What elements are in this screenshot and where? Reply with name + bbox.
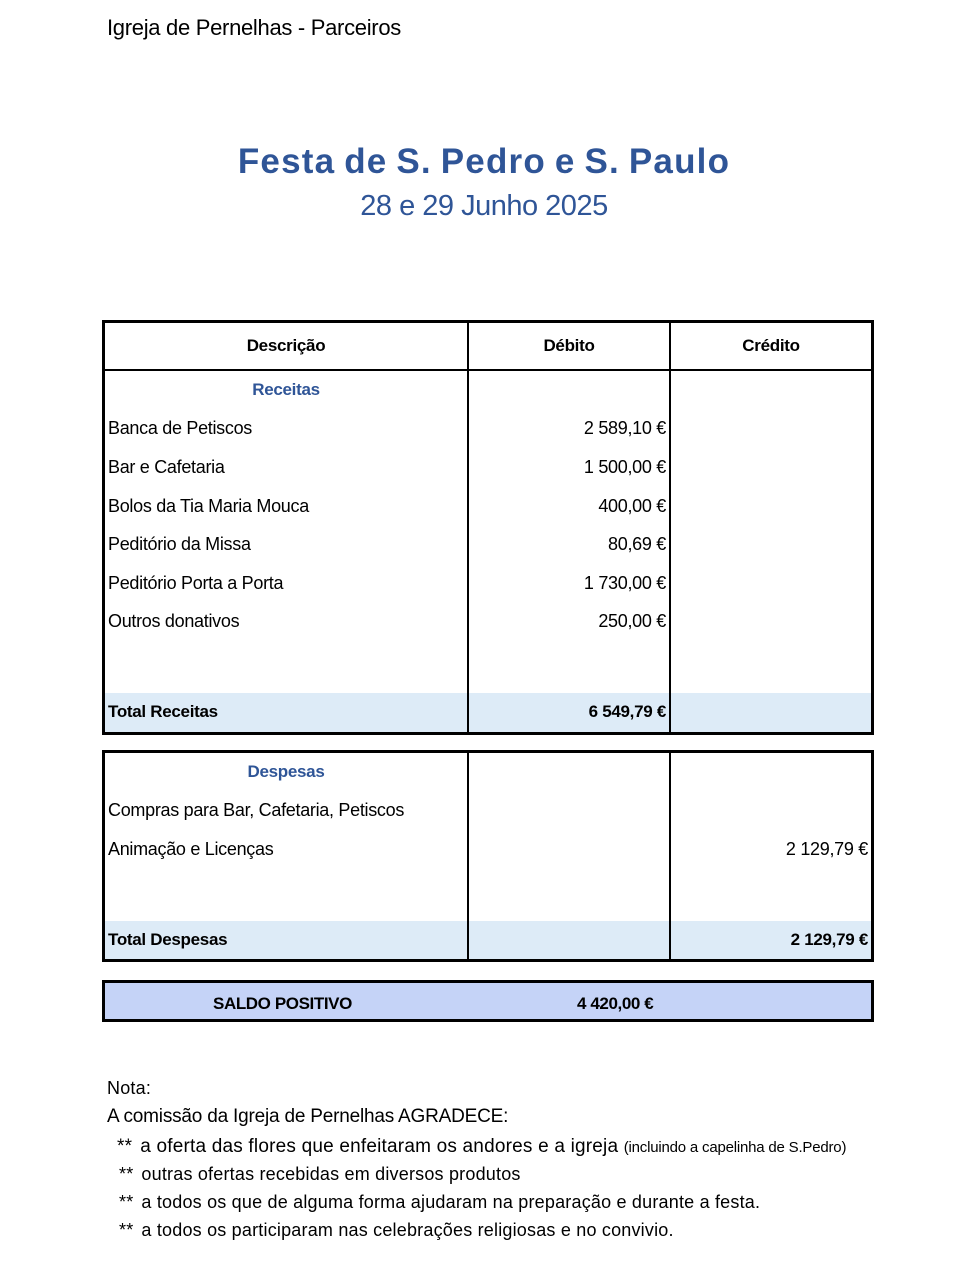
- note-text: a oferta das flores que enfeitaram os andores e a igreja: [140, 1136, 619, 1157]
- organization-header: Igreja de Pernelhas - Parceiros: [107, 15, 401, 40]
- note-bullet: **: [117, 1136, 133, 1157]
- note-item: [107, 1136, 846, 1164]
- table-row: [105, 525, 871, 564]
- row-credito: [671, 792, 871, 831]
- row-debito: 80,69 €: [469, 525, 671, 564]
- table-row: [105, 448, 871, 487]
- saldo-label: SALDO POSITIVO: [213, 994, 352, 1013]
- row-debito: 2 589,10 €: [469, 410, 671, 449]
- table-row: [105, 792, 871, 831]
- table-row: [105, 564, 871, 603]
- total-row-receitas: [105, 693, 871, 732]
- table-row: [105, 410, 871, 449]
- table-row: [105, 830, 871, 869]
- note-bullet: **: [119, 1192, 134, 1212]
- row-debito: [469, 792, 671, 831]
- spacer-row: [105, 869, 871, 921]
- table-header-row: [105, 323, 871, 371]
- column-header-credito: Crédito: [742, 336, 800, 355]
- row-debito: [469, 830, 671, 869]
- column-header-debito: Débito: [469, 323, 671, 369]
- note-bullet: **: [119, 1164, 134, 1184]
- row-description: Compras para Bar, Cafetaria, Petiscos: [105, 792, 469, 831]
- event-dates: 28 e 29 Junho 2025: [360, 190, 608, 222]
- row-credito: [671, 603, 871, 642]
- saldo-value: 4 420,00 €: [577, 994, 654, 1013]
- row-description: Banca de Petiscos: [105, 410, 469, 449]
- note-item: [107, 1192, 846, 1220]
- note-item: [107, 1220, 846, 1248]
- despesas-table: [102, 750, 874, 962]
- row-credito: [671, 410, 871, 449]
- total-debito: 6 549,79 €: [469, 693, 671, 732]
- notes-intro: A comissão da Igreja de Pernelhas AGRADECE:: [107, 1106, 509, 1127]
- section-label-despesas: Despesas: [105, 753, 469, 792]
- total-label: Total Receitas: [105, 693, 469, 732]
- row-credito: [671, 525, 871, 564]
- total-label: Total Despesas: [105, 921, 469, 960]
- row-description: Peditório Porta a Porta: [105, 564, 469, 603]
- notes-title: Nota:: [107, 1078, 152, 1098]
- section-row-receitas: [105, 371, 871, 410]
- note-text: a todos os que de alguma forma ajudaram na preparação e durante a festa.: [141, 1192, 761, 1212]
- note-bullet: **: [119, 1220, 134, 1240]
- event-title: Festa de S. Pedro e S. Paulo: [237, 142, 731, 181]
- row-description: Peditório da Missa: [105, 525, 469, 564]
- total-credito: 2 129,79 €: [790, 930, 868, 950]
- section-row-despesas: [105, 753, 871, 792]
- saldo-box: [102, 980, 874, 1022]
- note-aside: (incluindo a capelinha de S.Pedro): [623, 1139, 847, 1156]
- row-debito: 250,00 €: [469, 603, 671, 642]
- spacer-row: [105, 641, 871, 693]
- row-credito: [671, 487, 871, 526]
- column-header-descricao: Descrição: [105, 323, 469, 369]
- total-credito: [671, 693, 871, 732]
- table-row: [105, 487, 871, 526]
- row-description: Bar e Cafetaria: [105, 448, 469, 487]
- total-debito: [469, 921, 671, 960]
- note-text: a todos os participaram nas celebrações religiosas e no convivio.: [141, 1220, 674, 1240]
- row-debito: 1 500,00 €: [469, 448, 671, 487]
- section-label-receitas: Receitas: [105, 371, 469, 410]
- row-credito: 2 129,79 €: [785, 838, 868, 859]
- total-row-despesas: [105, 921, 871, 960]
- row-debito: 1 730,00 €: [469, 564, 671, 603]
- receitas-table: [102, 320, 874, 735]
- row-debito: 400,00 €: [469, 487, 671, 526]
- row-credito: [671, 564, 871, 603]
- row-description: Bolos da Tia Maria Mouca: [105, 487, 469, 526]
- note-text: outras ofertas recebidas em diversos produtos: [141, 1164, 521, 1184]
- row-credito: [671, 448, 871, 487]
- row-description: Animação e Licenças: [105, 830, 469, 869]
- row-description: Outros donativos: [105, 603, 469, 642]
- note-item: [107, 1164, 846, 1192]
- table-row: [105, 603, 871, 642]
- notes-section: [107, 1078, 846, 1248]
